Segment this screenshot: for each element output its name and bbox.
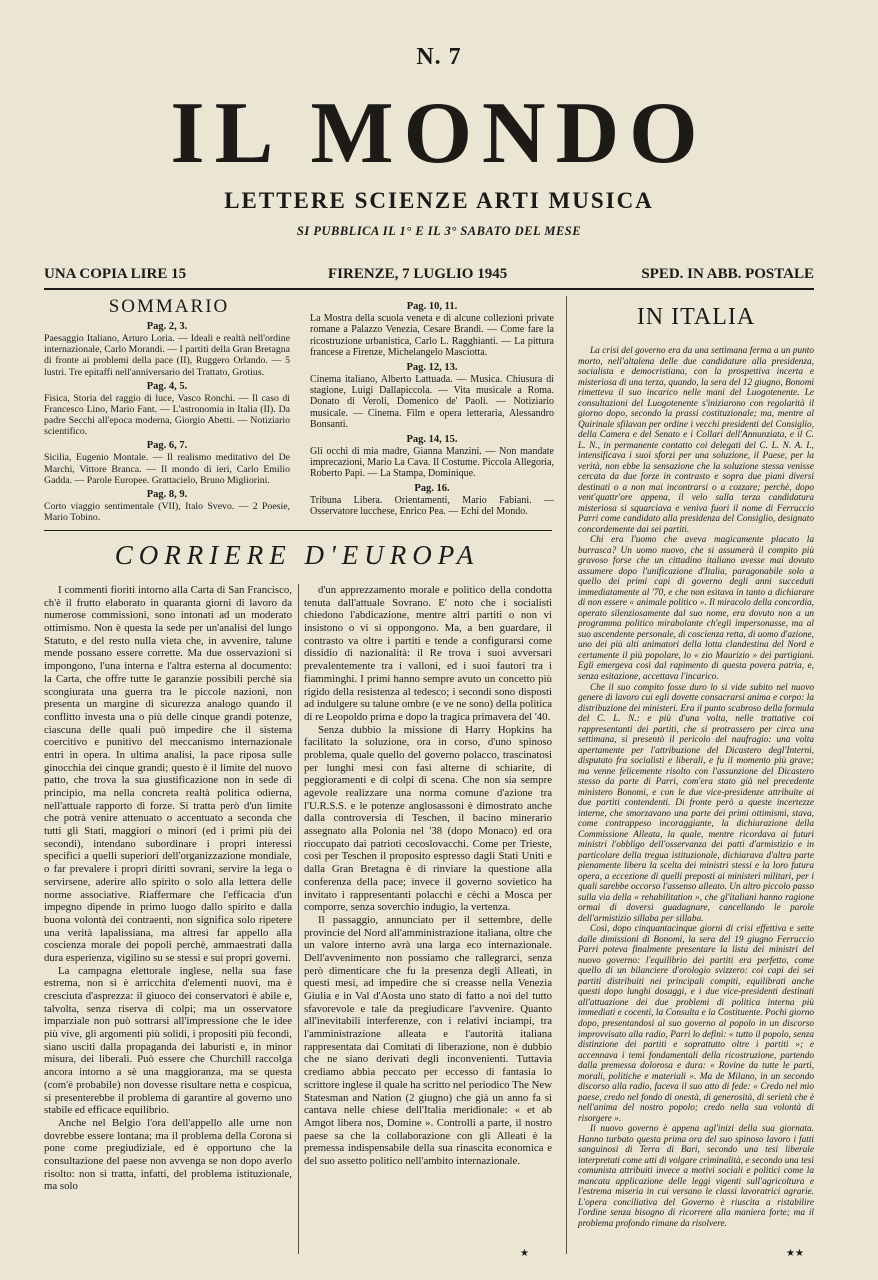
sommario-page-heading: Pag. 4, 5.: [146, 380, 188, 392]
in-italia-column: [578, 346, 814, 1229]
publication-schedule: SI PUBBLICA IL 1° E IL 3° SABATO DEL MESE: [296, 224, 582, 238]
sommario-page-heading: Pag. 12, 13.: [406, 361, 458, 373]
sommario-left-column: [44, 320, 290, 525]
postal-label: SPED. IN ABB. POSTALE: [641, 266, 814, 282]
corriere-paragraph: d'un apprezzamento morale e politico della condotta tenuta dall'attuale Sovrano. E' noto che i socialisti chiedono l'abdicazione, mentre altri partiti o non vi insistono o vi si oppongono. Ma, a ben guardare, il contrasto va oltre i partiti e tende a configurarsi come dissidio di nazionalità: il Re trova i suoi avversari prevalentemente tra i valloni, ed i suoi fautori tra i fiamminghi. I primi hanno sempre avuto un concetto più rigido della resistenza al tedesco; i secondi sono disposti ad indulgere su talune ombre (e ve ne sono) della politica di re Leopoldo prima e dopo la tragica primavera del '40.: [304, 584, 552, 723]
in-italia-paragraph: Chi era l'uomo che aveva magicamente placato la burrasca? Un uomo nuovo, che si assumerà il compito più gravoso forse che un cittadino italiano avesse mai dovuto assumere dopo l'unificazione d'Italia, paragonabile solo a quello dei primi capi di governo degli anni succeduti immediatamente al '70, e che non esitava in tanto a dichiarare di non essere « animale politico ». Il miracolo della concordia, operato silenziosamente dal suo nome, era dovuto non a un programma politico mirabolante ch'egli impersonasse, ma al suo ascendente personale, di coscienza retta, di uomo d'azione, uno dei più alti animatori della lotta clandestina del Nord e certamente il più popolare, lo « zio Maurizio » dei partigiani. Egli emergeva così dal rapimento di questa povera patria, e, senza esitazione, accettava l'incarico.: [578, 535, 814, 682]
corriere-divider: [298, 584, 299, 1254]
sommario-entry: Cinema italiano, Alberto Lattuada. — Musica. Chiusura di stagione, Luigi Dallapiccola. — Vita musicale a Roma. Donato di Veroli, Domenico de' Paoli. — Notiziario musicale. — Cinema. Film e opera letteraria, Alessandro Bonsanti.: [310, 373, 554, 431]
in-italia-paragraph: Che il suo compito fosse duro lo si vide subito nel nuovo genere di lavoro cui egli dovette consacrarsi anima e corpo: la distribuzione dei ministeri. Era il punto scabroso della formula del C. L. N.: e più d'una volta, nelle trattative coi rappresentanti dei partiti, che si protrassero per circa una settimana, si presentò il pericolo del naufragio: una volta apertamente per l'attribuzione del Dicastero degl'Interni, disputato fra socialisti e liberali, e fu il momento più grave; ma venne felicemente risolto con l'assunzione del Dicastero stesso da parte di Parri, com'era stato già nel precedente ministero Bonomi, e con le due vice-presidenze attribuite ai due partiti contendenti. Di fronte però a queste incertezze interne, che smorzavano una parte dei primi ottimismi, stava, come contrappeso incoraggiante, la dichiarazione della Commissione Alleata, la quale, mentre ricordava ai futuri ministri l'obbligo dell'osservanza dei patti d'armistizio e in particolare della tregua istituzionale, dichiarava d'altra parte pienamente libera la scelta dei ministri stessi e la loro futura opera, a eccezione di quelli preposti ai ministeri militari, per i quali sarebbe occorso l'assenso alleato. Un altro piccolo passo sulla via della « rehabilitation », che gl'italiani hanno ragione ormai di doversi guadagnare, cancellando le parole dell'armistizio sillaba per sillaba.: [578, 682, 814, 924]
sommario-page-heading: Pag. 10, 11.: [406, 301, 458, 312]
sommario-entry: Corto viaggio sentimentale (VII), Italo Svevo. — 2 Poesie, Mario Tobino.: [44, 500, 290, 524]
sommario-page-heading: Pag. 2, 3.: [146, 321, 188, 332]
sommario-page-heading: Pag. 6, 7.: [146, 440, 188, 452]
sommario-entry: La Mostra della scuola veneta e di alcune collezioni private romane a Palazzo Venezia, Cesare Brandi. — Come fare la ricostruzione urbanistica, Carlo L. Ragghianti. — La pittura francese a Firenze, Michelangelo Masciotta.: [310, 313, 554, 359]
sommario-entry: Tribuna Libera. Orientamenti, Mario Fabiani. — Osservatore lucchese, Enrico Pea. — Echi del Mondo.: [310, 494, 554, 518]
in-italia-paragraph: Il nuovo governo è appena agl'inizi della sua giornata. Hanno turbato questa prima ora del suo spinoso lavoro i fatti sanguinosi di Terra di Bari, secondo una tesi liberale interpretati come atti di volgare criminalità, e secondo una tesi comunista attribuiti invece a motivi sociali e politici come la mancata applicazione delle leggi vigenti sull'agricoltura e l'estrema miseria in cui versano le classi lavoratrici agrarie. L'opera conciliativa del Governo è riuscita a ristabilire l'ordine senza bisogno di ricorrere alla maniera forte; ma il problema profondo rimane da risolvere.: [578, 1124, 814, 1229]
corriere-paragraph: I commenti fioriti intorno alla Carta di San Francisco, ch'è il frutto elaborato in quaranta giorni di lavoro da numerose commissioni, sono intonati ad un moderato ottimismo. Non è questa la sede per un'analisi del lungo Statuto, e del resto nulla vieta che, in avvenire, talune mende possano essere corrette. Ma due osservazioni si impongono, l'una interna e l'altra esterna al documento: la Carta, che offre tutte le garanzie possibili perchè sia scongiurata una guerra tra le piccole nazioni, non presenta un margine di sicurezza analogo quando il conflitto investa una o più delle cinque grandi potenze, ciascuna delle quali può impedire che il sistema coercitivo e punitivo del meccanismo internazionale entri in opera. In ultima analisi, la pace riposa sulle ginocchia dei cinque grandi; questo è il limite del nuovo patto, che trova la sua giustificazione non in sede di principio, ma nella concreta realtà politica odierna, nell'attuale rapporto di forze. Si tratta però d'un limite che potrà venire attenuato o accentuato a seconda che tutti gli Stati, maggiori o minori (ed i primi più dei secondi), intendano subordinare i propri interessi specifici a quelli superiori dell'organizzazione mondiale, o far prevalere i propri diritti sovrani, servire la lega o servirsene, aderire allo spirito o solo alla lettera delle norme associative. Riaffermare che l'efficacia d'un impegno dipende in primo luogo dallo spirito e dalla buona volontà dei contraenti, non significa solo ripetere una verità lapalissiana, ma altresì far appello alla coscienza morale dei popoli perchè, ammaestrati dalla dura esperienza, vigilino su se stessi e sui propri governi.: [44, 584, 292, 964]
place-date: FIRENZE, 7 LUGLIO 1945: [328, 266, 508, 282]
in-italia-end-mark: ★★: [786, 1248, 804, 1259]
dateline-rule: [44, 288, 814, 290]
sommario-right-column: [310, 300, 554, 520]
sommario-entry: Paesaggio Italiano, Arturo Loria. — Ideali e realtà nell'ordine internazionale, Carlo Morandi. — I partiti della Gran Bretagna di fronte ai problemi della pace (II), Ruggero Orlando. — 5 lustri. Tre epitaffi nell'anniversario del Trattato, Grotius.: [44, 333, 290, 378]
corriere-paragraph: La campagna elettorale inglese, nella sua fase estrema, non si è arricchita d'elementi nuovi, ma è cresciuta d'asprezza: il giuoco dei conservatori è abile e, talvolta, senza riserva di colpi; ma un osservatore imparziale non può sottrarsi all'impressione che le idee più vive, gli argomenti più solidi, i propositi più fecondi, siano usciti dalla propaganda dei laburisti e, in minor misura, dei liberali. Può essere che Churchill raccolga ancora intorno a sè una maggioranza, ma se questa (com'è probabile) non dovesse risultare netta e cospicua, si presenterebbe il problema di garantire al governo uno stabile ed efficace equilibrio.: [44, 964, 292, 1117]
masthead-title: IL MONDO: [170, 85, 708, 182]
in-italia-title: IN ITALIA: [636, 304, 756, 330]
sommario-entry: Sicilia, Eugenio Montale. — Il realismo meditativo del De Marchi, Vittore Branca. — Il mondo di ieri, Carlo Emilio Gadda. — Parole Europee. Grattacielo, Bruno Migliorini.: [44, 452, 290, 486]
corriere-paragraph: Senza dubbio la missione di Harry Hopkins ha facilitato la soluzione, ora in corso, d'uno spinoso problema, quale quello del governo polacco, trascinatosi per lunghi mesi con fasi alterne di schiarite, di peggioramenti e di colpi di scena. Che non sia sempre agevole realizzare una norma comune d'azione tra l'U.R.S.S. e le potenze anglosassoni è dimostrato anche dalla controversia di Teschen, il bacino minerario assegnato alla Polonia nel '38 (dopo Monaco) ed ora rioccupato dai patrioti cecoslovacchi. Come per Trieste, così per Teschen il proposito espresso dagli Stati Uniti e dalla Gran Bretagna è di rinviare la questione alla conferenza della pace; invece il governo sovietico ha invitato i rappresentanti polacchi e cèchi a Mosca per comporre, senza soverchio indugio, la vertenza.: [304, 723, 552, 914]
sommario-page-heading: Pag. 16.: [414, 482, 450, 494]
masthead-subtitle: LETTERE SCIENZE ARTI MUSICA: [224, 188, 654, 213]
dateline-bar: [44, 266, 814, 286]
in-italia-paragraph: Così, dopo cinquantacinque giorni di crisi effettiva e sette dalle dimissioni di Bonomi, la sera del 19 giugno Ferruccio Parri poteva finalmente presentare la lista dei ministri del nuovo governo: l'equilibrio dei partiti era perfetto, come quello di un bilanciere d'orologio svizzero: coi capi dei sei partiti distribuiti nei principali compiti, equilibrati anche questi dopo lunghi dosaggi, e i due vice-presidenti destinati all'attuazione dei due problemi di politica interna più immediati e cocenti, la Consulta e la Costituente. Pochi giorno dopo, presentandosi al suo governo al popolo in un discorso improvvisato alla radio, Parri lo definì: « tutto il popolo, senza distinzione dei partiti e soprattutto oltre i partiti »; e accennava i temi fondamentali della ricostruzione, partendo dalla premessa dolorosa e dura: « Rovine da tutte le parti, morali, politiche e materiali ». Ma de Milano, in un secondo discorso alla radio, faceva il suo atto di fede: « Credo nel mio paese, credo nel fondo di onestà, di generosità, di serietà che è nell'anima del nostro popolo; credo nella sua volontà di risorgere ».: [578, 924, 814, 1124]
corriere-end-mark: ★: [520, 1248, 529, 1259]
corriere-column-2: [304, 584, 552, 1168]
in-italia-paragraph: La crisi del governo era da una settimana ferma a un punto morto, nell'altalena delle due candidature alla presidenza, socialista e democristiana, con la prospettiva incerta e misteriosa di una terza, quando, la sera del 12 giugno, Bonomi rimetteva il suo incarico nelle mani del Luogotenente. Le consultazioni del Luogotenente s'iniziarono con regolarità il giorno dopo, secondo la prassi costituzionale; ma, mentre al Quirinale sfilavan per ordine i vecchi presidenti del Consiglio, della Camera e del Senato e i Collari dell'Annunziata, e il C. L. N., in permanente contatto coi delegati del C. L. N. A. I., intensificava i suoi sforzi per una soluzione, il Paese, per la verità, non ebbe la sensazione che la soluzione stessa venisse cercata da due forze in contrasto e sopra due piani diversi destinati o a non mai incontrarsi o a cozzare; perchè, dopo vent'quattr'ore appena, il velo sulla terza candidatura misteriosa si squarciava e veniva fuori il nome di Ferruccio Parri come candidato alla presidenza del Consiglio, designato concordemente dai sei partiti.: [578, 346, 814, 535]
sommario-page-heading: Pag. 8, 9.: [146, 488, 188, 500]
corriere-column-1: [44, 584, 292, 1193]
column-divider: [566, 296, 567, 1254]
sommario-title: SOMMARIO: [108, 296, 230, 317]
corriere-paragraph: Il passaggio, annunciato per il settembre, delle provincie del Nord all'amministrazione italiana, oltre che un valore interno avrà una larga eco internazionale. Dell'avvenimento non possiamo che rallegrarci, senza però dimenticare che fu la presenza degli Alleati, in questi mesi, ad impedire che si creasse nella Venezia Giulia e in Val d'Aosta uno stato di fatto a noi del tutto sfavorevole e tale da pregiudicare l'avvenire. Quanto all'inevitabili interferenze, con i relativi inciampi, tra l'amministrazione alleata e l'autorità italiana rappresentata dai Comitati di liberazione, non è dubbio che ne siano derivati degli inconvenienti. Tuttavia crediamo abbia peccato per eccesso di fantasia lo scrittore inglese il quale ha scritto nel periodico The New Statesman and Nation (2 giugno) che già un anno fa si cantava nelle chiese dell'Italia meridionale: « et ab Amgot libera nos, Domine ». Controlli a parte, il nostro paese sa che la collaborazione con gli Alleati è la premessa indispensabile della sua rinascita economica e del suo assetto politico nell'ambito internazionale.: [304, 913, 552, 1167]
sommario-page-heading: Pag. 14, 15.: [406, 433, 458, 445]
corriere-title: CORRIERE D'EUROPA: [114, 540, 480, 570]
issue-number: N. 7: [416, 44, 462, 70]
sommario-entry: Fisica, Storia del raggio di luce, Vasco Ronchi. — Il caso di Francesco Lino, Mario Fant. — L'astronomia in Italia (II). Da padre Secchi all'epoca moderna, Giorgio Abetti. — Notiziario scientifico.: [44, 392, 290, 438]
price-label: UNA COPIA LIRE 15: [44, 266, 187, 282]
sommario-entry: Gli occhi di mia madre, Gianna Manzini. — Non mandate imprecazioni, Mario La Cava. Il Costume. Piccola Allegoria, Roberto Papi. — La Stampa, Dominique.: [310, 445, 554, 480]
sommario-rule: [44, 530, 552, 531]
corriere-paragraph: Anche nel Belgio l'ora dell'appello alle urne non dovrebbe essere lontana; ma il problema della Corona si pone come pregiudiziale, ed è opportuno che la consultazione del paese non avvenga se non dopo averlo risolto: non si tratta, infatti, del problema istituzionale, ma solo: [44, 1116, 292, 1193]
